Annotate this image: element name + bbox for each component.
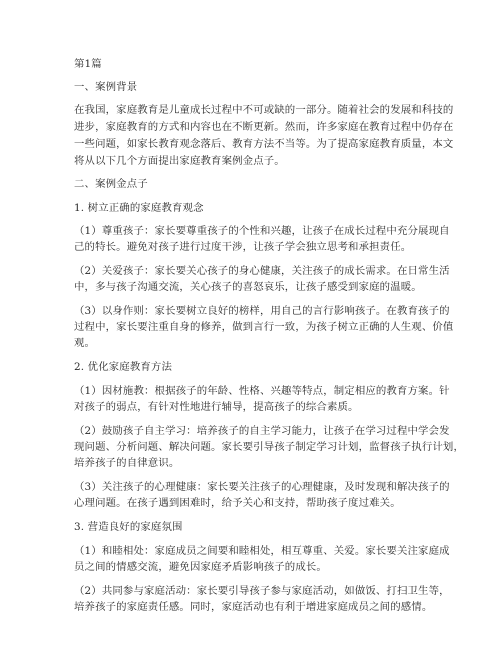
list-item-line: 员之间的情感交流，避免因家庭矛盾影响孩子的成长。: [74, 561, 327, 573]
paragraph-line: 一些问题，如家长教育观念落后、教育方法不当等。为了提高家庭教育质量，本文: [74, 138, 454, 150]
list-item-line: 过程中，家长要注重自身的修养，做到言行一致，为孩子树立正确的人生观、价值: [74, 321, 454, 333]
list-item-line: 对孩子的弱点，有针对性地进行辅导，提高孩子的综合素质。: [74, 401, 359, 413]
subsection-heading-1: 1. 树立正确的家庭教育观念: [74, 202, 204, 214]
list-item-line: （2）共同参与家庭活动：家长要引导孩子参与家庭活动，如做饭、打扫卫生等，: [74, 585, 450, 597]
list-item-line: （2）关爱孩子：家长要关心孩子的身心健康，关注孩子的成长需求。在日常生活: [74, 265, 450, 277]
chapter-label: 第1篇: [74, 58, 102, 70]
section-heading-background: 一、案例背景: [74, 81, 138, 93]
subsection-heading-2: 2. 优化家庭教育方法: [74, 361, 172, 373]
list-item-line: 中，多与孩子沟通交流，关心孩子的喜怒哀乐，让孩子感受到家庭的温暖。: [74, 281, 422, 293]
paragraph-line: 进步，家庭教育的方式和内容也在不断更新。然而，许多家庭在教育过程中仍存在: [74, 121, 454, 133]
list-item-line: 观。: [74, 337, 96, 349]
list-item-line: 培养孩子的自律意识。: [74, 457, 180, 469]
list-item-line: 现问题、分析问题、解决问题。家长要引导孩子制定学习计划，监督孩子执行计划，: [74, 441, 464, 453]
list-item-line: （1）尊重孩子：家长要尊重孩子的个性和兴趣，让孩子在成长过程中充分展现自: [74, 225, 450, 237]
paragraph-line: 将从以下几个方面提出家庭教育案例金点子。: [74, 155, 285, 167]
list-item-line: （3）关注孩子的心理健康：家长要关注孩子的心理健康，及时发现和解决孩子的: [74, 481, 450, 493]
subsection-heading-3: 3. 营造良好的家庭氛围: [74, 521, 183, 533]
list-item-line: （3）以身作则：家长要树立良好的榜样，用自己的言行影响孩子。在教育孩子的: [74, 305, 450, 317]
list-item-line: （2）鼓励孩子自主学习：培养孩子的自主学习能力，让孩子在学习过程中学会发: [74, 425, 450, 437]
list-item-line: 己的特长。避免对孩子进行过度干涉，让孩子学会独立思考和承担责任。: [74, 241, 412, 253]
paragraph-line: 在我国，家庭教育是儿童成长过程中不可或缺的一部分。随着社会的发展和科技的: [74, 104, 454, 116]
list-item-line: （1）和睦相处：家庭成员之间要和睦相处，相互尊重、关爱。家长要关注家庭成: [74, 545, 450, 557]
section-heading-ideas: 二、案例金点子: [74, 178, 148, 190]
list-item-line: （1）因材施教：根据孩子的年龄、性格、兴趣等特点，制定相应的教育方案。针: [74, 385, 450, 397]
list-item-line: 心理问题。在孩子遇到困难时，给予关心和支持，帮助孩子度过难关。: [74, 497, 401, 509]
list-item-line: 培养孩子的家庭责任感。同时，家庭活动也有利于增进家庭成员之间的感情。: [74, 601, 433, 613]
